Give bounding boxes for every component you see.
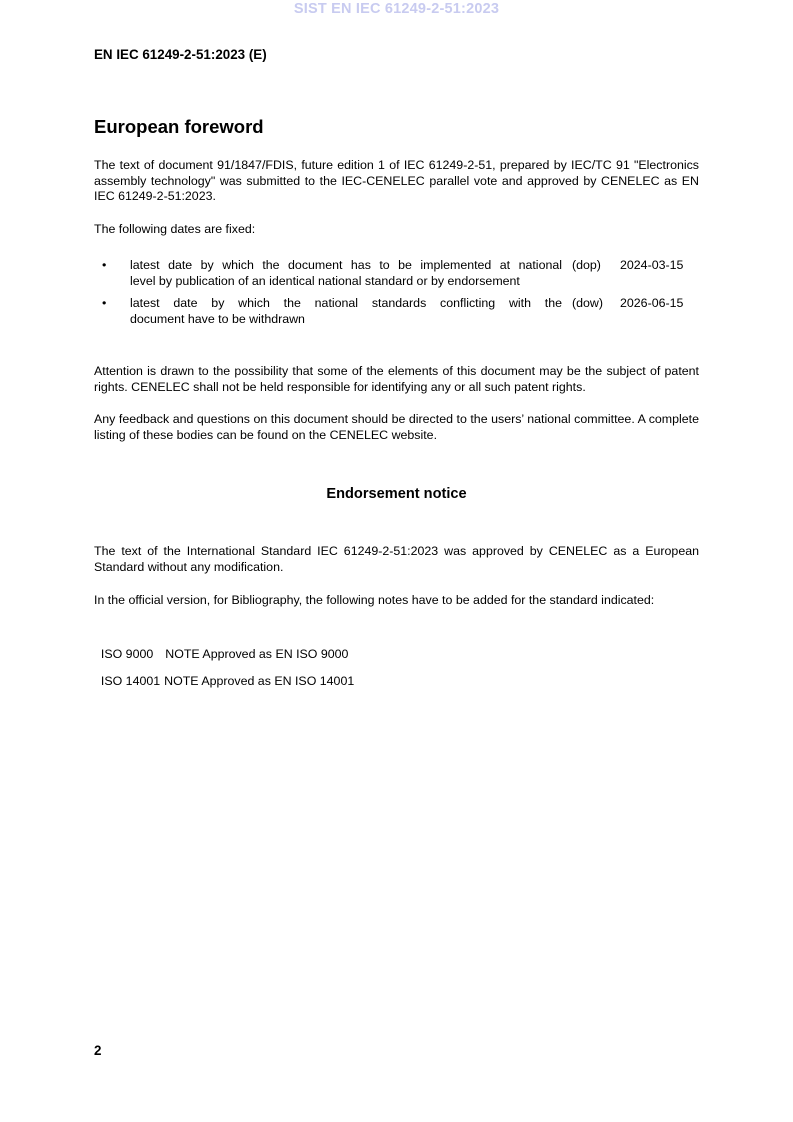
bullet-icon: • xyxy=(102,296,107,310)
foreword-title: European foreword xyxy=(94,116,264,137)
endorsement-title: Endorsement notice xyxy=(326,486,467,502)
patent-notice-paragraph: Attention is drawn to the possibility that some of the elements of this document may be the subject of patent rights. CENELEC shall not be held responsible for identifying any or all such patent rights. xyxy=(94,364,699,394)
bibliography-note-row xyxy=(94,658,354,689)
date-item-line1: latest date by which the national standards conflicting with the xyxy=(130,296,562,310)
bibliography-intro-paragraph: In the official version, for Bibliography, the following notes have to be added for the standard indicated: xyxy=(94,593,655,607)
date-item-line2: document have to be withdrawn xyxy=(130,311,305,326)
date-item-description xyxy=(130,258,562,289)
bibliography-note-standard: ISO 14001 xyxy=(100,673,161,688)
date-item-date: 2024-03-15 xyxy=(620,258,684,272)
date-item-line1: latest date by which the document has to be implemented at national xyxy=(130,258,562,272)
date-item-description xyxy=(130,296,562,327)
endorsement-paragraph: The text of the International Standard IEC 61249-2-51:2023 was approved by CENELEC as a European Standard without any modification. xyxy=(94,544,699,574)
bibliography-note-text: NOTE Approved as EN ISO 14001 xyxy=(164,673,355,688)
bibliography-note-standard: ISO 9000 xyxy=(100,646,154,661)
date-item-line2: level by publication of an identical national standard or by endorsement xyxy=(130,273,520,288)
watermark: SIST EN IEC 61249-2-51:2023 xyxy=(293,1,500,17)
dates-intro-paragraph: The following dates are fixed: xyxy=(94,222,256,236)
foreword-intro-paragraph: The text of document 91/1847/FDIS, future edition 1 of IEC 61249-2-51, prepared by IEC/TC 91 "Electronics assembly technology" was submitted to the IEC-CENELEC parallel vote and approved by CENELEC as EN IEC 61249-2-51:2023. xyxy=(94,158,699,204)
date-item-code: (dow) xyxy=(572,296,603,310)
feedback-paragraph: Any feedback and questions on this document should be directed to the users’ national committee. A complete listing of these bodies can be found on the CENELEC website. xyxy=(94,412,699,442)
page-number: 2 xyxy=(94,1043,102,1058)
bullet-icon: • xyxy=(102,258,107,272)
date-item-code: (dop) xyxy=(572,258,601,272)
document-id-header: EN IEC 61249-2-51:2023 (E) xyxy=(94,47,267,62)
bibliography-note-text: NOTE Approved as EN ISO 9000 xyxy=(165,646,349,661)
date-item-date: 2026-06-15 xyxy=(620,296,684,310)
